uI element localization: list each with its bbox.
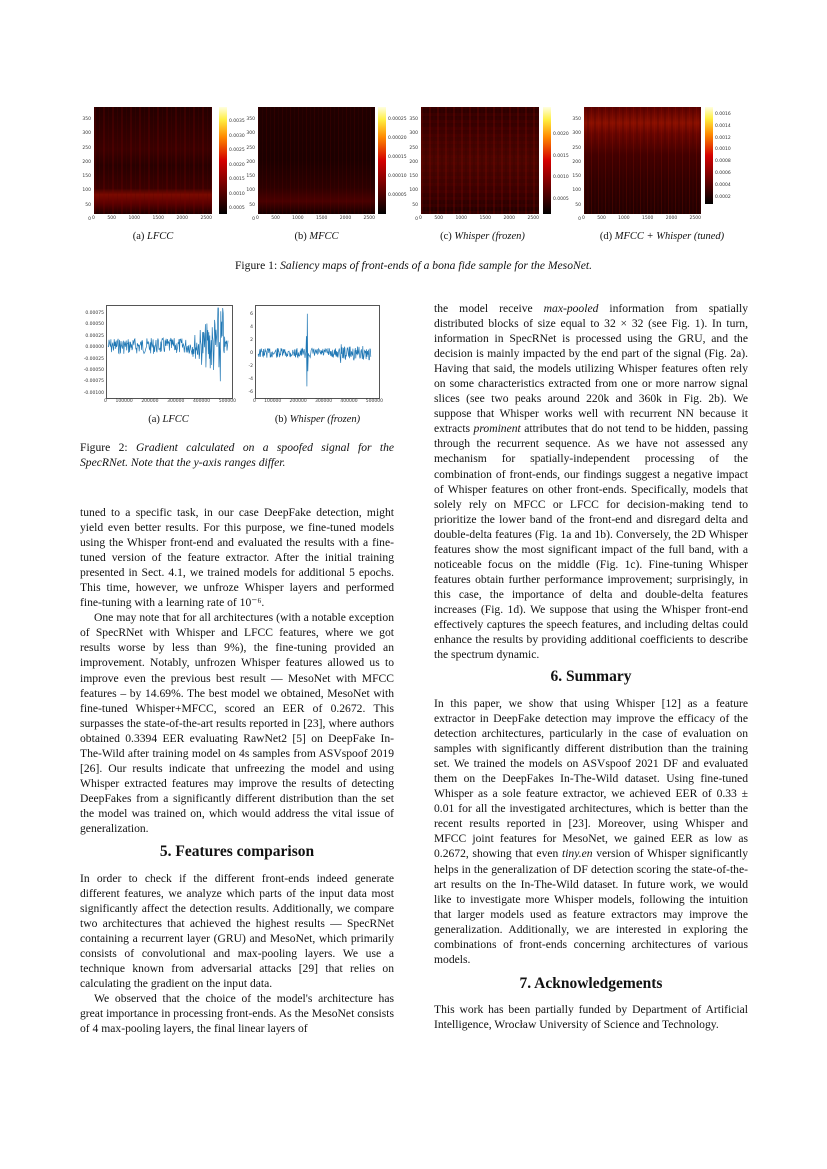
saliency-map-whisper-frozen-noise xyxy=(421,107,539,214)
colorbar-ticks-mfcc-whisper-tuned: 0.0016 0.0014 0.0012 0.0010 0.0008 0.0006 0.0004 0.0002 xyxy=(715,112,731,200)
subcaption-1d: (d) MFCC + Whisper (tuned) xyxy=(599,231,725,242)
subcaption-1b: (b) MFCC xyxy=(294,231,339,242)
left-column-section5 xyxy=(80,871,394,1037)
x-ticks-mfcc-whisper-tuned: 0 500 1000 1500 2000 2500 xyxy=(582,216,701,221)
section-6-title: 6. Summary xyxy=(550,668,632,685)
y-ticks-gradient-whisper: 6 4 2 0 -2 -4 -6 xyxy=(248,312,253,395)
figure-2-caption: Figure 2: Gradient calculated on a spoofed signal for the SpecRNet. Note that the y-axis ranges differ. xyxy=(80,441,395,469)
right-column-ack xyxy=(434,1002,748,1032)
subcaption-2b: (b) Whisper (frozen) xyxy=(274,414,361,425)
gradient-plot-whisper-frozen xyxy=(255,305,380,399)
colorbar-mfcc xyxy=(378,107,386,214)
gradient-series-lfcc xyxy=(108,308,228,381)
paragraph-finetuning: tuned to a specific task, in our case DeepFake detection, might yield even better results. For this purpose, we fine-tuned models using the Whisper front-end and evaluated the results with a fine-tuned version of the feature extractor. After the initial training presented in Sect. 4.1, we trained models for additional 5 epochs. This time, however, we unfroze Whisper layers and performed fine-tuning with a learning rate of 10⁻⁶. xyxy=(80,506,394,610)
colorbar-ticks-whisper-frozen: 0.0020 0.0015 0.0010 0.0005 xyxy=(553,132,569,202)
x-ticks-mfcc: 0 500 1000 1500 2000 2500 xyxy=(256,216,375,221)
colorbar-mfcc-whisper-tuned xyxy=(705,107,713,204)
paragraph-architecture: We observed that the choice of the model's architecture has great importance in processing front-ends. As the MesoNet consists of 4 max-pooling layers, the final linear layers of xyxy=(80,992,394,1036)
x-ticks-gradient-whisper: 0 100000 200000 300000 400000 500000 xyxy=(253,399,383,404)
subcaption-1c: (c) Whisper (frozen) xyxy=(440,231,525,242)
y-ticks-mfcc-whisper-tuned: 350 300 250 200 150 100 50 0 xyxy=(572,117,581,223)
section-7-title: 7. Acknowledgements xyxy=(519,975,663,992)
gradient-waveform-lfcc xyxy=(107,306,232,398)
y-ticks-gradient-lfcc: 0.00075 0.00050 0.00025 0.00000 -0.00025 -0.00050 -0.00075 -0.00100 xyxy=(83,311,104,396)
section-5-title: 5. Features comparison xyxy=(159,843,315,860)
colorbar-ticks-lfcc: 0.0035 0.0030 0.0025 0.0020 0.0015 0.0010 0.0005 xyxy=(229,119,245,211)
x-ticks-lfcc: 0 500 1000 1500 2000 2500 xyxy=(92,216,212,221)
figure-1-caption: Figure 1: Saliency maps of front-ends of a bona fide sample for the MesoNet. xyxy=(234,259,592,272)
x-ticks-gradient-lfcc: 0 100000 200000 300000 400000 500000 xyxy=(104,399,236,404)
paragraph-acknowledgements: This work has been partially funded by Department of Artificial Intelligence, Wrocław University of Science and Technology. xyxy=(434,1003,748,1032)
left-column xyxy=(80,505,394,836)
paragraph-features-intro: In order to check if the different front-ends indeed generate different features, we analyze which parts of the input data most significantly affect the detection results. Additionally, we compare two architectures that achieved the highest results — SpecRNet containing a recurrent layer (GRU) and MesoNet, which primarily consists of convolutional and max-pooling layers. We use a technique known from adversarial attacks [29] that relies on calculating the gradient on the input data. xyxy=(80,872,394,991)
right-column-summary xyxy=(434,696,748,967)
gradient-waveform-whisper-frozen xyxy=(256,306,379,398)
saliency-map-lfcc-noise xyxy=(94,107,212,214)
right-column xyxy=(434,301,748,662)
paragraph-summary: In this paper, we show that using Whisper [12] as a feature extractor in DeepFake detection may improve the efficacy of the detection architectures, particularly in the case of evaluation on samples with significantly different distribution than the training set. We trained the models on ASVspoof 2021 DF and evaluated them on the DeepFakes In-The-Wild dataset. Using fine-tuned Whisper as a sole feature extractor, we achieved EER of 0.33 ± 0.01 for all the investigated architectures, which is better than the recent results reported in [23]. Moreover, using Whisper and MFCC joint features for MesoNet, we gained EER as low as 0.2672, showing that even tiny.en version of Whisper significantly helps in the generalization of DF detection scoring the state-of-the-art results on the In-The-Wild dataset. In future work, we would like to investigate more Whisper models, following the intuition that larger models used as feature extractors may improve the generalization. Additionally, we are interested in exploring the combinations of front-ends concerning architectures of various models. xyxy=(434,697,748,966)
y-ticks-whisper-frozen: 350 300 250 200 150 100 50 0 xyxy=(409,117,418,223)
gradient-plot-lfcc xyxy=(106,305,233,399)
saliency-map-mfcc-noise xyxy=(258,107,375,214)
y-ticks-lfcc: 350 300 250 200 150 100 50 0 xyxy=(82,117,91,223)
x-ticks-whisper-frozen: 0 500 1000 1500 2000 2500 xyxy=(419,216,539,221)
paragraph-results: One may note that for all architectures (with a notable exception of SpecRNet with Whisper and LFCC features, where we got results worse by less than 9%), the fine-tuning provided an improvement. Notably, unfrozen Whisper features allowed us to improve even the previous best result — MesoNet with MFCC features – by 14.69%. The best model we obtained, MesoNet with fine-tuned Whisper+MFCC, scored an EER of 0.2672. This surpasses the state-of-the-art results reported in [23], where authors obtained 0.3394 EER evaluating RawNet2 [5] on DeepFake In-The-Wild after training model on 4s samples from ASVspoof 2019 [26]. Our results indicate that unfreezing the model and using Whisper extracted features may improve the results of detecting DeepFakes from a significantly different distribution than the set the model was trained on, which would address the vital issue of generalization. xyxy=(80,611,394,835)
saliency-map-mfcc-whisper-tuned-noise xyxy=(584,107,701,214)
subcaption-1a: (a) LFCC xyxy=(132,231,174,242)
paragraph-maxpool: the model receive max-pooled information from spatially distributed blocks of size equal to 32 × 32 (see Fig. 1). In turn, information in SpecRNet is processed using the GRU, and the decision is mainly impacted by the end part of the signal (Fig. 2a). Having that said, the models utilizing Whisper features often rely on some characteristics extracted from one or more narrow signal slices (see two peaks around 220k and 360k in Fig. 2b). We suppose that Whisper works well with recurrent NN because it extracts prominent attributes that do not tend to be hidden, passing through the recurrent sequence. As we have not assessed any mechanism for spatially-independent processing of the combination of front-ends, our findings suggest a negative impact of Whisper features on other front-ends. Specifically, models that solely rely on MFCC or LFCC for decision-making tend to prioritize the lower band of the front-end and disregard delta and double-delta features (Fig. 1a and 1b). Conversely, the 2D Whisper features show the most significant impact of the full band, with a noticeable focus on the middle (Fig. 1c). Fine-tuning Whisper features obtain further performance improvement; surprisingly, in this case, the importance of delta and double-delta features increases (Fig. 1d). We suppose that using the Whisper front-end effectively captures the speech features, and including deltas could enhance the results by providing additional coefficients to describe the spectrum dynamic. xyxy=(434,302,748,662)
colorbar-ticks-mfcc: 0.00025 0.00020 0.00015 0.00010 0.00005 xyxy=(388,117,407,198)
subcaption-2a: (a) LFCC xyxy=(148,414,189,425)
colorbar-whisper-frozen xyxy=(543,107,551,214)
colorbar-lfcc xyxy=(219,107,227,214)
y-ticks-mfcc: 350 300 250 200 150 100 50 0 xyxy=(246,117,255,223)
gradient-series-whisper-frozen xyxy=(258,314,371,387)
